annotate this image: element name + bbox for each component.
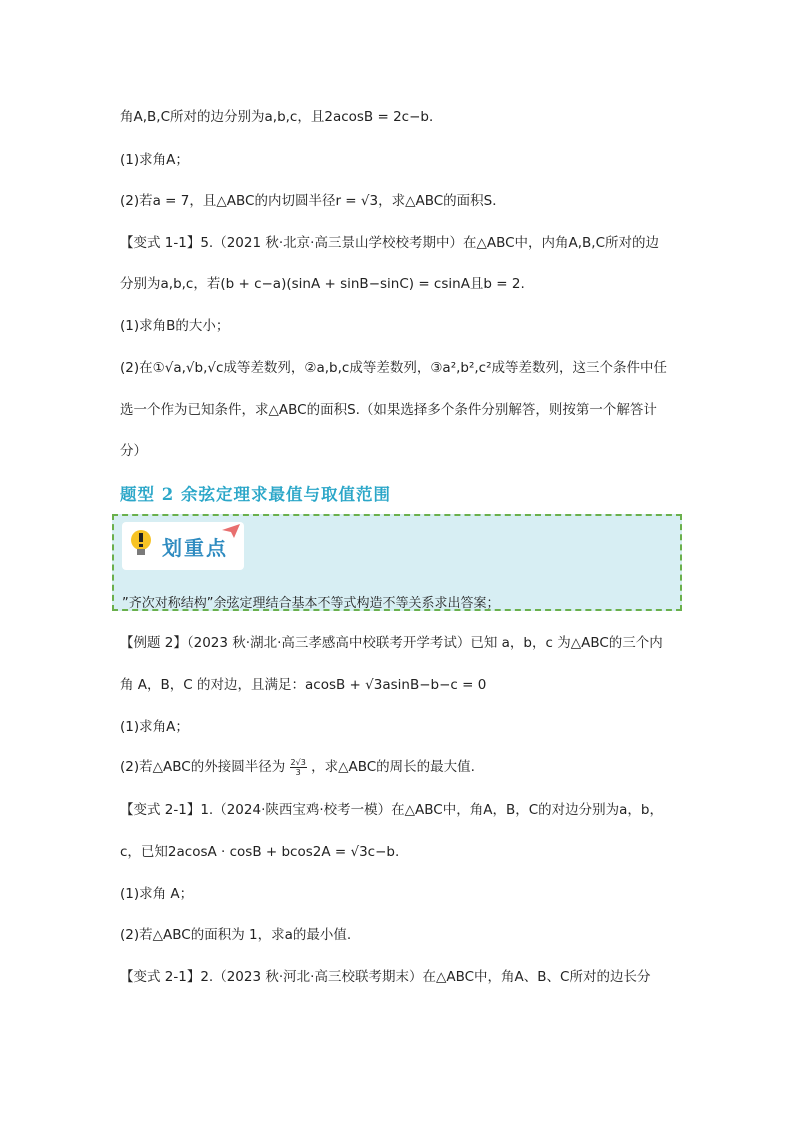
section-title: 题型 2 余弦定理求最值与取值范围 [120,485,391,504]
line-10: 【例题 2】（2023 秋·湖北·高三孝感高中校联考开学考试）已知 a，b，c 为△ABC的三个内 [120,635,663,651]
line-11: 角 A，B，C 的对边，且满足：acosB + √3asinB−b−c = 0 [120,677,487,693]
lightbulb-icon [128,528,154,558]
line-9: 分） [120,443,147,459]
fraction-denominator: 3 [295,767,301,777]
paper-plane-icon [222,524,240,538]
line-4: 【变式 1-1】5.（2021 秋·北京·高三景山学校校考期中）在△ABC中，内角A,B,C所对的边 [120,235,660,251]
line-16: (1)求角 A； [120,886,194,902]
line-15: c，已知2acosA · cosB + bcos2A = √3c−b. [120,844,400,860]
fraction-numerator: 2√3 [290,757,306,767]
line-12: (1)求角A； [120,719,189,735]
line-18: 【变式 2-1】2.（2023 秋·河北·高三校联考期末）在△ABC中，角A、B、C所对的边长分 [120,969,651,985]
hint-text: ”齐次对称结构”余弦定理结合基本不等式构造不等关系求出答案； [122,596,500,611]
line-13-start: (2)若△ABC的外接圆半径为 [120,759,286,775]
line-8: 选一个作为已知条件，求△ABC的面积S.（如果选择多个条件分别解答，则按第一个解答计 [120,402,657,418]
hint-logo [122,522,244,570]
line-7: (2)在①√a,√b,√c成等差数列，②a,b,c成等差数列，③a²,b²,c²成等差数列，这三个条件中任 [120,360,668,376]
line-5: 分别为a,b,c，若(b + c−a)(sinA + sinB−sinC) = csinA且b = 2. [120,276,525,292]
fraction [290,758,307,777]
line-13 [120,757,475,777]
hint-logo-text: 划重点 [162,536,228,560]
line-1: 角A,B,C所对的边分别为a,b,c，且2acosB = 2c−b． [120,109,443,125]
line-17: (2)若△ABC的面积为 1，求a的最小值. [120,927,352,943]
line-13-end: ，求△ABC的周长的最大值. [311,759,475,775]
line-6: (1)求角B的大小； [120,318,230,334]
line-3: (2)若a = 7，且△ABC的内切圆半径r = √3，求△ABC的面积S． [120,193,506,209]
line-14: 【变式 2-1】1.（2024·陕西宝鸡·校考一模）在△ABC中，角A，B，C的对边分别为a，b， [120,802,663,818]
hint-box [112,514,682,611]
line-2: (1)求角A； [120,152,189,168]
